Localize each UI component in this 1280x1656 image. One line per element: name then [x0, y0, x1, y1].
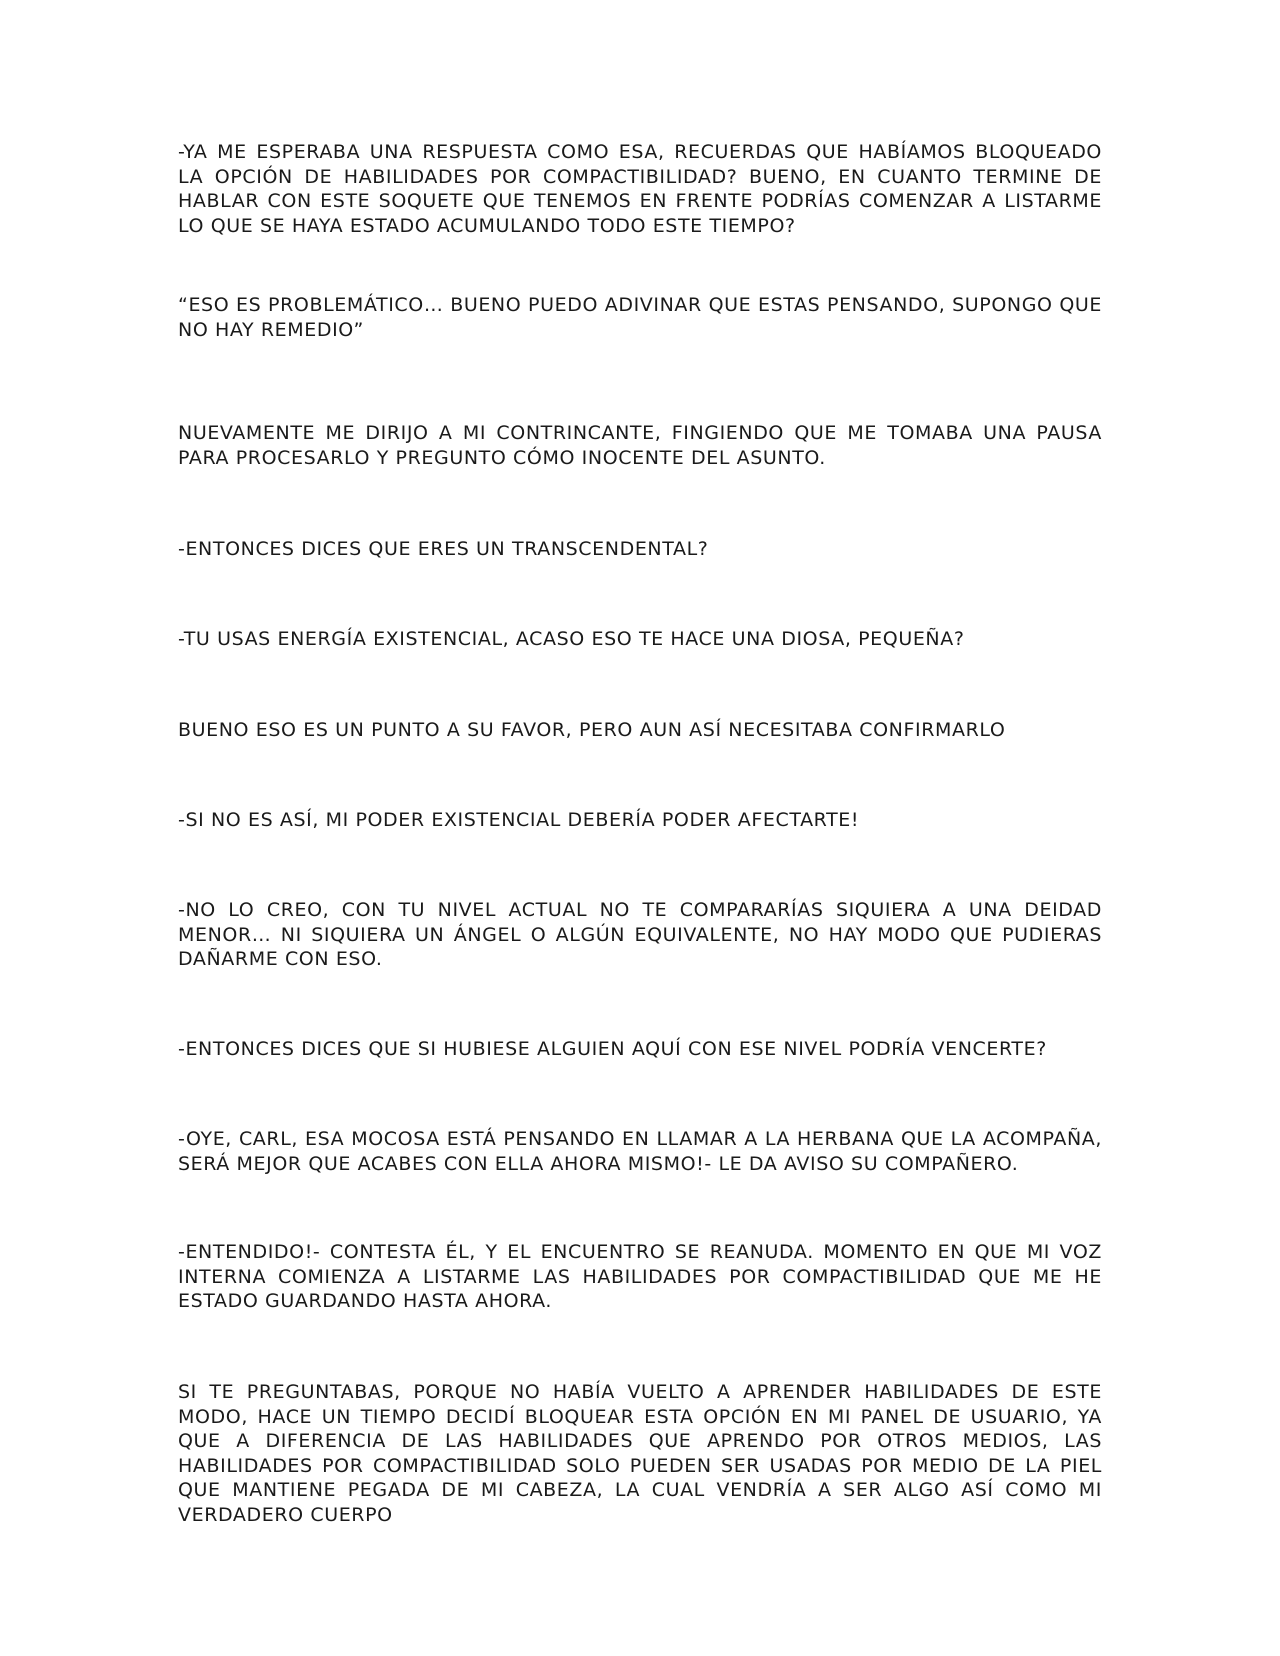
paragraph-11: -ENTENDIDO!- CONTESTA ÉL, Y EL ENCUENTRO SE REANUDA. MOMENTO EN QUE MI VOZ INTERNA COMIENZA A LISTARME LAS HABILIDADES POR COMPACTIBILIDAD QUE ME HE ESTADO GUARDANDO HASTA AHORA. — [178, 1241, 1102, 1312]
paragraph-9: -ENTONCES DICES QUE SI HUBIESE ALGUIEN AQUÍ CON ESE NIVEL PODRÍA VENCERTE? — [178, 1038, 1047, 1060]
paragraph-8: -NO LO CREO, CON TU NIVEL ACTUAL NO TE COMPARARÍAS SIQUIERA A UNA DEIDAD MENOR… NI SIQUIERA UN ÁNGEL O ALGÚN EQUIVALENTE, NO HAY MODO QUE PUDIERAS DAÑARME CON ESO. — [178, 899, 1102, 970]
paragraph-10: -OYE, CARL, ESA MOCOSA ESTÁ PENSANDO EN LLAMAR A LA HERBANA QUE LA ACOMPAÑA, SERÁ MEJOR QUE ACABES CON ELLA AHORA MISMO!- LE DA AVISO SU COMPAÑERO. — [178, 1128, 1102, 1175]
paragraph-12: SI TE PREGUNTABAS, PORQUE NO HABÍA VUELTO A APRENDER HABILIDADES DE ESTE MODO, HACE UN TIEMPO DECIDÍ BLOQUEAR ESTA OPCIÓN EN MI PANEL DE USUARIO, YA QUE A DIFERENCIA DE LAS HABILIDADES QUE APRENDO POR OTROS MEDIOS, LAS HABILIDADES POR COMPACTIBILIDAD SOLO PUEDEN SER USADAS POR MEDIO DE LA PIEL QUE MANTIENE PEGADA DE MI CABEZA, LA CUAL VENDRÍA A SER ALGO ASÍ COMO MI VERDADERO CUERPO — [178, 1381, 1102, 1526]
paragraph-7: -SI NO ES ASÍ, MI PODER EXISTENCIAL DEBERÍA PODER AFECTARTE! — [178, 809, 860, 831]
paragraph-6: BUENO ESO ES UN PUNTO A SU FAVOR, PERO AUN ASÍ NECESITABA CONFIRMARLO — [178, 719, 1006, 741]
paragraph-5: -TU USAS ENERGÍA EXISTENCIAL, ACASO ESO TE HACE UNA DIOSA, PEQUEÑA? — [178, 628, 965, 650]
paragraph-2: “ESO ES PROBLEMÁTICO… BUENO PUEDO ADIVINAR QUE ESTAS PENSANDO, SUPONGO QUE NO HAY REMEDIO” — [178, 294, 1102, 341]
paragraph-3: NUEVAMENTE ME DIRIJO A MI CONTRINCANTE, FINGIENDO QUE ME TOMABA UNA PAUSA PARA PROCESARLO Y PREGUNTO CÓMO INOCENTE DEL ASUNTO. — [178, 422, 1102, 469]
paragraph-1: -YA ME ESPERABA UNA RESPUESTA COMO ESA, RECUERDAS QUE HABÍAMOS BLOQUEADO LA OPCIÓN DE HABILIDADES POR COMPACTIBILIDAD? BUENO, EN CUANTO TERMINE DE HABLAR CON ESTE SOQUETE QUE TENEMOS EN FRENTE PODRÍAS COMENZAR A LISTARME LO QUE SE HAYA ESTADO ACUMULANDO TODO ESTE TIEMPO? — [178, 141, 1102, 237]
paragraph-4: -ENTONCES DICES QUE ERES UN TRANSCENDENTAL? — [178, 538, 709, 560]
